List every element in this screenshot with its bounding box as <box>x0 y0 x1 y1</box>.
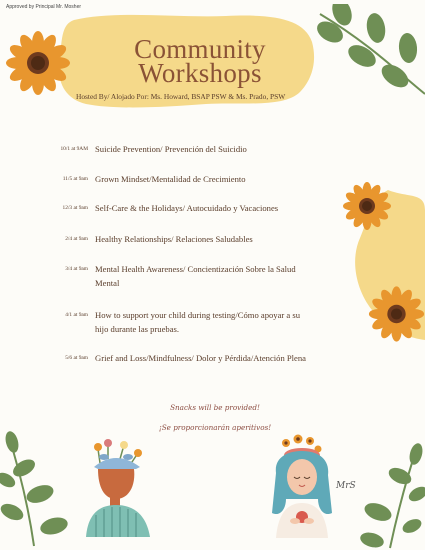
workshop-topic: How to support your child during testing/Cómo apoyar a su <box>95 310 301 320</box>
workshop-topic-continued: Mental <box>95 278 120 288</box>
workshop-row <box>28 262 338 292</box>
workshop-topic: Healthy Relationships/ Relaciones Saludables <box>95 234 253 244</box>
workshop-topic-continued: hijo durante las pruebas. <box>95 324 180 334</box>
workshop-topic: Grown Mindset/Mentalidad de Crecimiento <box>95 174 246 184</box>
sunflower-icon <box>342 181 392 231</box>
workshop-date: 12/3 at 9am <box>62 205 88 211</box>
leaf-branch-icon <box>300 4 425 104</box>
sunflower-icon <box>368 283 425 345</box>
workshop-topic: Suicide Prevention/ Prevención del Suicidio <box>95 144 247 154</box>
snacks-note: Snacks will be provided! <box>170 403 260 412</box>
workshop-date: 3/4 at 9am <box>65 266 88 272</box>
workshop-date: 5/6 at 9am <box>65 355 88 361</box>
snacks-note-spanish: ¡Se proporcionarán aperitivos! <box>158 423 272 432</box>
person-with-flowers-illustration <box>78 437 160 537</box>
sunflower-icon <box>5 30 71 96</box>
hosted-by: Hosted By/ Alojado Por: Ms. Howard, BSAP PSW & Ms. Prado, PSW <box>76 92 286 101</box>
workshop-date: 11/5 at 9am <box>62 176 88 182</box>
page-title-line1: Community <box>134 34 266 64</box>
workshop-row <box>28 308 338 338</box>
approval-note: Approved by Principal Mr. Mosher <box>6 4 82 10</box>
workshop-date: 2/4 at 9am <box>65 236 88 242</box>
signature: MrS <box>336 481 356 491</box>
leaf-branch-icon <box>0 428 72 548</box>
workshop-date: 10/1 at 9AM <box>60 146 88 152</box>
girl-with-flowers-illustration <box>262 433 342 538</box>
workshop-topic: Self-Care & the Holidays/ Autocuidado y Vacaciones <box>95 203 279 213</box>
workshop-date: 4/1 at 9am <box>65 312 88 318</box>
workshop-topic: Grief and Loss/Mindfulness/ Dolor y Pérdida/Atención Plena <box>95 353 306 363</box>
workshop-topic: Mental Health Awareness/ Concientización Sobre la Salud <box>95 264 296 274</box>
leaf-branch-icon <box>350 440 425 550</box>
page-title-line2: Workshops <box>138 58 262 88</box>
